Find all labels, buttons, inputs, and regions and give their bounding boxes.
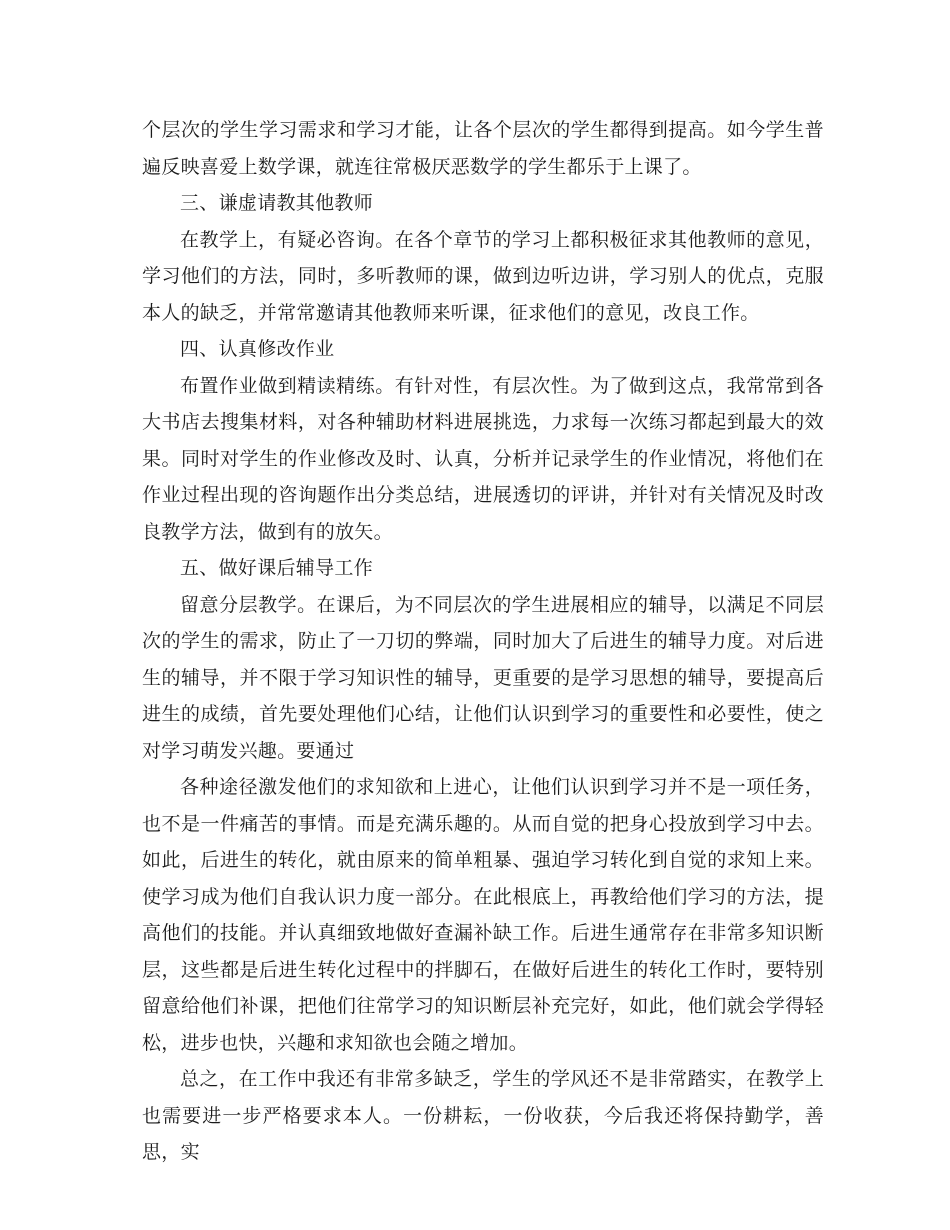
paragraph-homework: 布置作业做到精读精练。有针对性，有层次性。为了做到这点，我常常到各大书店去搜集材料，对各种辅助材料进展挑选，力求每一次练习都起到最大的效果。同时对学生的作业修改及时、认真，分析并记录学生的作业情况，将他们在作业过程出现的咨询题作出分类总结，进展透切的评讲，并针对有关情况及时改良教学方法，做到有的放矢。: [142, 374, 824, 543]
section-heading-3: 三、谦虚请教其他教师: [180, 192, 374, 214]
paragraph-motivation: 各种途径激发他们的求知欲和上进心，让他们认识到学习并不是一项任务，也不是一件痛苦的事情。而是充满乐趣的。从而自觉的把身心投放到学习中去。如此，后进生的转化，就由原来的简单粗暴、强迫学习转化到自觉的求知上来。使学习成为他们自我认识力度一部分。在此根底上，再教给他们学习的方法，提高他们的技能。并认真细致地做好查漏补缺工作。后进生通常存在非常多知识断层，这些都是后进生转化过程中的拌脚石，在做好后进生的转化工作时，要特别留意给他们补课，把他们往常学习的知识断层补充完好，如此，他们就会学得轻松，进步也快，兴趣和求知欲也会随之增加。: [142, 776, 824, 1054]
document-body: [142, 112, 824, 1171]
paragraph-consult-teachers: 在教学上，有疑必咨询。在各个章节的学习上都积极征求其他教师的意见，学习他们的方法，同时，多听教师的课，做到边听边讲，学习别人的优点，克服本人的缺乏，并常常邀请其他教师来听课，征求他们的意见，改良工作。: [142, 228, 824, 324]
paragraph-summary: 总之，在工作中我还有非常多缺乏，学生的学风还不是非常踏实，在教学上也需要进一步严格要求本人。一份耕耘，一份收获，今后我还将保持勤学，善思，实: [142, 1068, 824, 1163]
section-heading-5: 五、做好课后辅导工作: [180, 557, 374, 579]
section-heading-4: 四、认真修改作业: [180, 338, 335, 360]
paragraph-tutoring: 留意分层教学。在课后，为不同层次的学生进展相应的辅导，以满足不同层次的学生的需求，防止了一刀切的弊端，同时加大了后进生的辅导力度。对后进生的辅导，并不限于学习知识性的辅导，更重要的是学习思想的辅导，要提高后进生的成绩，首先要处理他们心结，让他们认识到学习的重要性和必要性，使之对学习萌发兴趣。要通过: [142, 593, 824, 762]
paragraph-continued: 个层次的学生学习需求和学习才能，让各个层次的学生都得到提高。如今学生普遍反映喜爱上数学课，就连往常极厌恶数学的学生都乐于上课了。: [142, 119, 824, 178]
